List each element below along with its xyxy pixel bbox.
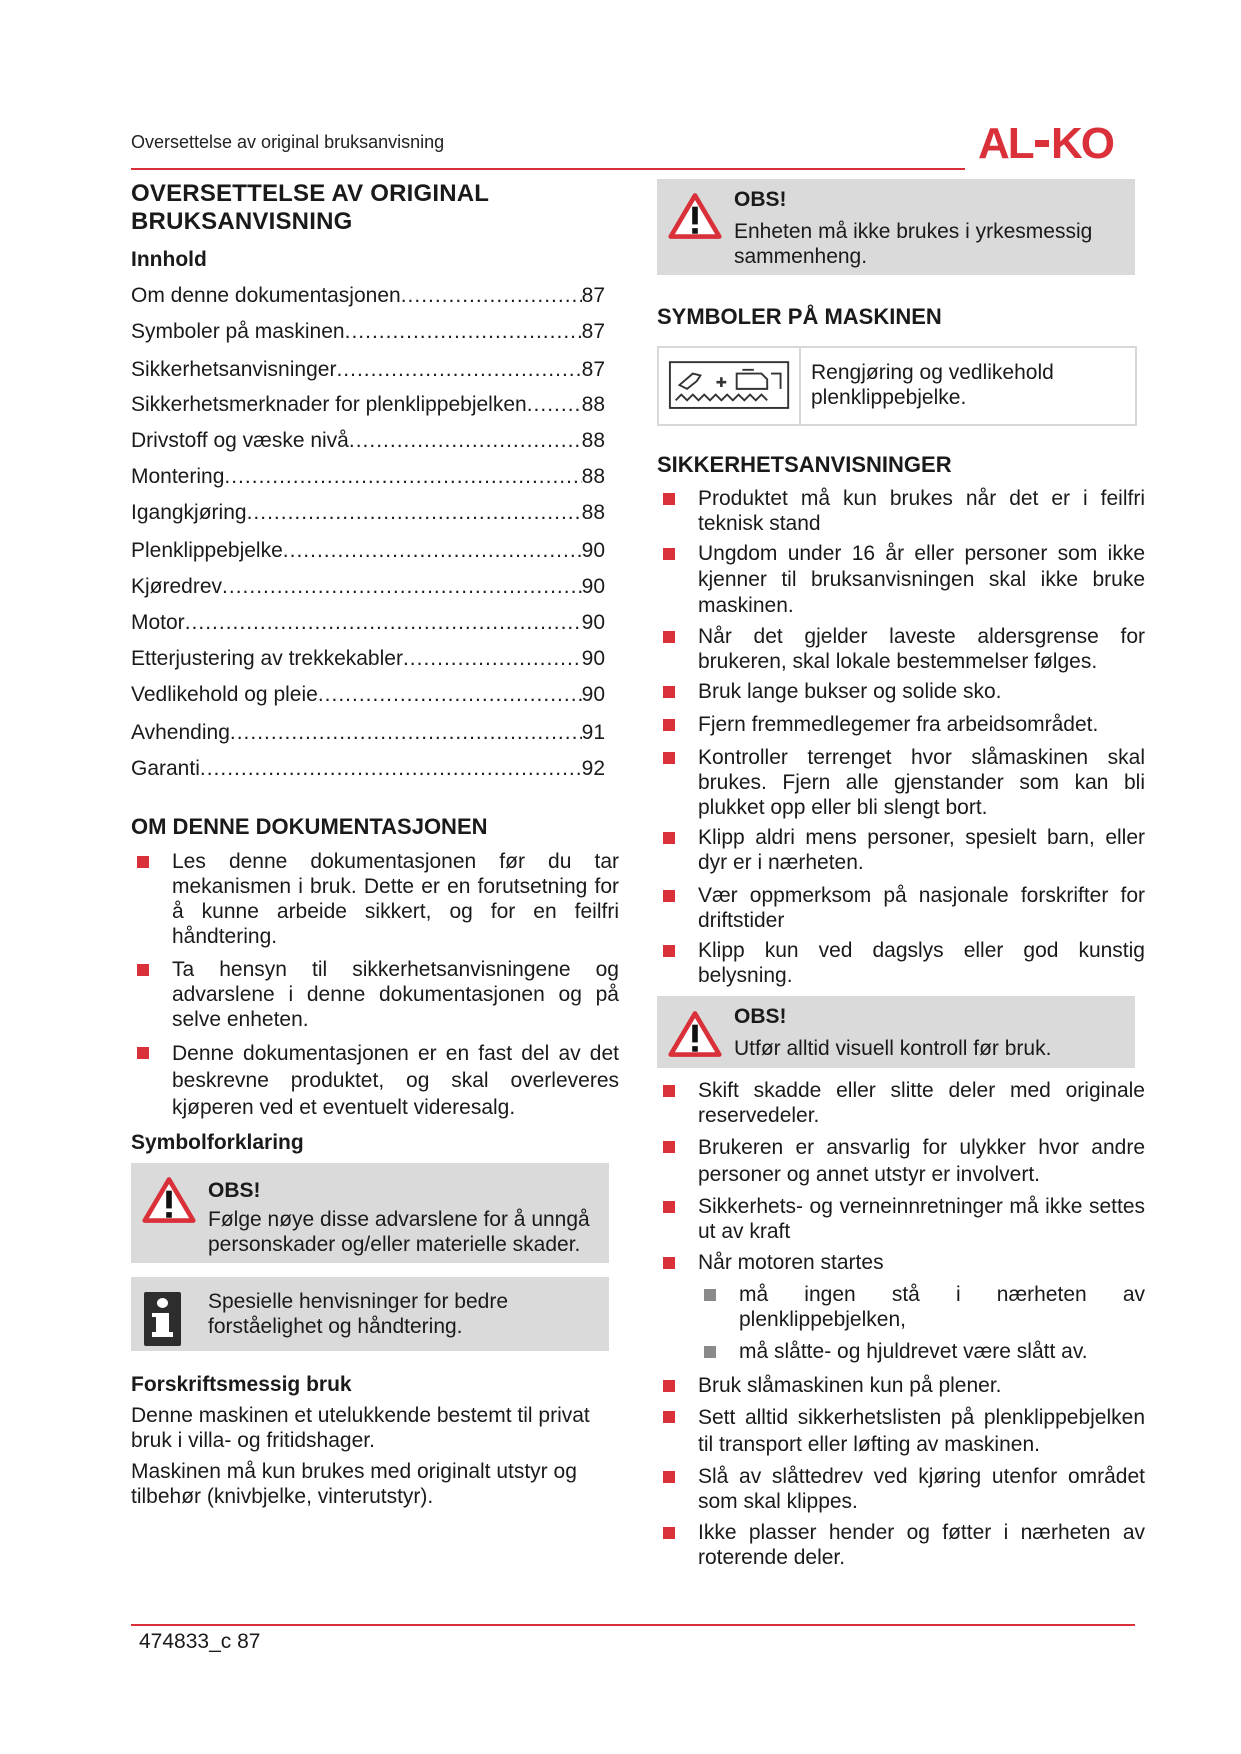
safety-list-a: [657, 486, 1145, 988]
toc-entry[interactable]: Igangkjøring ..... 88: [131, 501, 605, 525]
bullet-icon: [663, 752, 675, 764]
bullet-icon: [663, 493, 675, 505]
list-item: må slåtte- og hjuldrevet være slått av.: [698, 1339, 1145, 1364]
safety-list-b: [657, 1078, 1145, 1275]
list-item: Produktet må kun brukes når det er i feilfri teknisk stand: [657, 486, 1145, 536]
toc-entry[interactable]: Drivstoff og væske nivå ..... 88: [131, 429, 605, 453]
bullet-icon: [663, 1411, 675, 1423]
obs-text: Enheten må ikke brukes i yrkesmessig sammenheng.: [734, 220, 1093, 268]
bullet-icon: [663, 832, 675, 844]
doc-list: [131, 849, 619, 1121]
list-item: Ta hensyn til sikkerhetsanvisningene og advarslene i denne dokumentasjonen og på selve enheten.: [131, 957, 619, 1032]
bullet-icon: [663, 1201, 675, 1213]
toc-entry[interactable]: Sikkerhetsanvisninger ..... 87: [131, 358, 605, 382]
symbol-description: Rengjøring og vedlikehold plenklippebjelke.: [811, 361, 1054, 409]
footer-text: 474833_c 87: [139, 1630, 261, 1653]
page-title-line1: OVERSETTELSE AV ORIGINAL: [131, 180, 490, 207]
info-icon: [144, 1292, 181, 1346]
header-text: Oversettelse av original bruksanvisning: [131, 132, 445, 152]
list-item: Brukeren er ansvarlig for ulykker hvor andre personer og annet utstyr er involvert.: [657, 1134, 1145, 1188]
symbol-cell: [659, 348, 801, 424]
obs-box-visual-check: [657, 996, 1135, 1068]
header-rule: [131, 168, 965, 170]
list-item: Klipp kun ved dagslys eller god kunstig belysning.: [657, 938, 1145, 988]
list-item: Fjern fremmedlegemer fra arbeidsområdet.: [657, 712, 1145, 737]
use-paragraph-2: Maskinen må kun brukes med originalt utstyr og tilbehør (knivbjelke, vinterutstyr).: [131, 1460, 577, 1508]
bullet-icon: [663, 1085, 675, 1097]
obs-title: OBS!: [734, 1005, 787, 1028]
safety-list-c: [657, 1373, 1145, 1570]
toc-entry[interactable]: Montering ..... 88: [131, 465, 605, 489]
symbol-heading: Symbolforklaring: [131, 1131, 304, 1154]
use-paragraph-1: Denne maskinen et utelukkende bestemt til privat bruk i villa- og fritidshager.: [131, 1404, 590, 1452]
list-item: Når det gjelder laveste aldersgrense for brukeren, skal lokale bestemmelser følges.: [657, 624, 1145, 674]
page-title: [131, 180, 489, 236]
symbol-table: [657, 346, 1137, 426]
maintenance-symbol-icon: [668, 360, 792, 412]
toc-entry[interactable]: Plenklippebjelke ..... 90: [131, 539, 605, 563]
list-item: Kontroller terrenget hvor slåmaskinen skal brukes. Fjern alle gjenstander som kan bli plukket opp eller bli slengt bort.: [657, 745, 1145, 820]
bullet-icon: [663, 945, 675, 957]
toc-entry[interactable]: Symboler på maskinen ..... 87: [131, 320, 605, 344]
list-item: Klipp aldri mens personer, spesielt barn, eller dyr er i nærheten.: [657, 825, 1145, 875]
toc-entry[interactable]: Garanti ..... 92: [131, 757, 605, 781]
bullet-icon: [663, 719, 675, 731]
bullet-icon: [663, 1141, 675, 1153]
list-item: Slå av slåttedrev ved kjøring utenfor området som skal klippes.: [657, 1464, 1145, 1514]
list-item: Bruk lange bukser og solide sko.: [657, 679, 1145, 704]
list-item: Skift skadde eller slitte deler med originale reservedeler.: [657, 1078, 1145, 1128]
obs-title: OBS!: [734, 188, 787, 211]
bullet-icon: [704, 1346, 716, 1358]
toc-entry[interactable]: Etterjustering av trekkekabler ..... 90: [131, 647, 605, 671]
obs-box-commercial: [657, 179, 1135, 275]
list-item: Bruk slåmaskinen kun på plener.: [657, 1373, 1145, 1398]
list-item: Sikkerhets- og verneinnretninger må ikke settes ut av kraft: [657, 1194, 1145, 1244]
info-box: [131, 1277, 609, 1351]
toc-entry[interactable]: Avhending ..... 91: [131, 721, 605, 745]
bullet-icon: [663, 1527, 675, 1539]
safety-heading: SIKKERHETSANVISNINGER: [657, 452, 952, 477]
bullet-icon: [704, 1289, 716, 1301]
svg-text:AL: AL: [978, 119, 1033, 164]
bullet-icon: [663, 1380, 675, 1392]
list-item: Denne dokumentasjonen er en fast del av det beskrevne produktet, og skal overleveres kjøperen ved et eventuelt videresalg.: [131, 1040, 619, 1121]
warning-icon: [667, 1009, 723, 1059]
toc-entry[interactable]: Vedlikehold og pleie ..... 90: [131, 683, 605, 707]
svg-text:✚: ✚: [715, 375, 727, 391]
bullet-icon: [137, 964, 149, 976]
toc-entry[interactable]: Kjøredrev ..... 90: [131, 575, 605, 599]
bullet-icon: [663, 1471, 675, 1483]
bullet-icon: [663, 1257, 675, 1269]
bullet-icon: [137, 856, 149, 868]
page-title-line2: BRUKSANVISNING: [131, 208, 353, 235]
bullet-icon: [137, 1047, 149, 1059]
list-item: Vær oppmerksom på nasjonale forskrifter for driftstider: [657, 883, 1145, 933]
toc-entry[interactable]: Motor ..... 90: [131, 611, 605, 635]
list-item: Ungdom under 16 år eller personer som ikke kjenner til bruksanvisningen skal ikke bruke maskinen.: [657, 541, 1145, 619]
bullet-icon: [663, 631, 675, 643]
bullet-icon: [663, 686, 675, 698]
obs-text: Følge nøye disse advarslene for å unngå personskader og/eller materielle skader.: [208, 1208, 590, 1256]
alko-logo: [978, 118, 1138, 164]
list-item: Les denne dokumentasjonen før du tar mekanismen i bruk. Dette er en forutsetning for å kunne arbeide sikkert, og for en feilfri håndtering.: [131, 849, 619, 949]
obs-box-legend: [131, 1163, 609, 1263]
obs-title: OBS!: [208, 1179, 261, 1202]
list-item: Ikke plasser hender og føtter i nærheten av roterende deler.: [657, 1520, 1145, 1570]
toc-entry[interactable]: Om denne dokumentasjonen ..... 87: [131, 284, 605, 308]
list-item: må ingen stå i nærheten av plenklippebjelken,: [698, 1282, 1145, 1332]
bullet-icon: [663, 548, 675, 560]
use-heading: Forskriftsmessig bruk: [131, 1373, 352, 1396]
info-text: Spesielle henvisninger for bedre forståelighet og håndtering.: [208, 1290, 509, 1338]
doc-heading: OM DENNE DOKUMENTASJONEN: [131, 814, 488, 839]
toc-heading: Innhold: [131, 248, 207, 271]
symbols-heading: SYMBOLER PÅ MASKINEN: [657, 304, 942, 329]
footer-rule: [131, 1624, 1135, 1626]
list-item: Når motoren startes: [657, 1250, 1145, 1275]
toc-entry[interactable]: Sikkerhetsmerknader for plenklippebjelken ..... 88: [131, 393, 605, 417]
warning-icon: [667, 191, 723, 241]
obs-text: Utfør alltid visuell kontroll før bruk.: [734, 1037, 1052, 1060]
bullet-icon: [663, 890, 675, 902]
list-item: Sett alltid sikkerhetslisten på plenklippebjelken til transport eller løfting av maskinen.: [657, 1404, 1145, 1458]
warning-icon: [141, 1175, 197, 1225]
sub-list: [698, 1282, 1145, 1364]
svg-text:KO: KO: [1051, 119, 1113, 164]
